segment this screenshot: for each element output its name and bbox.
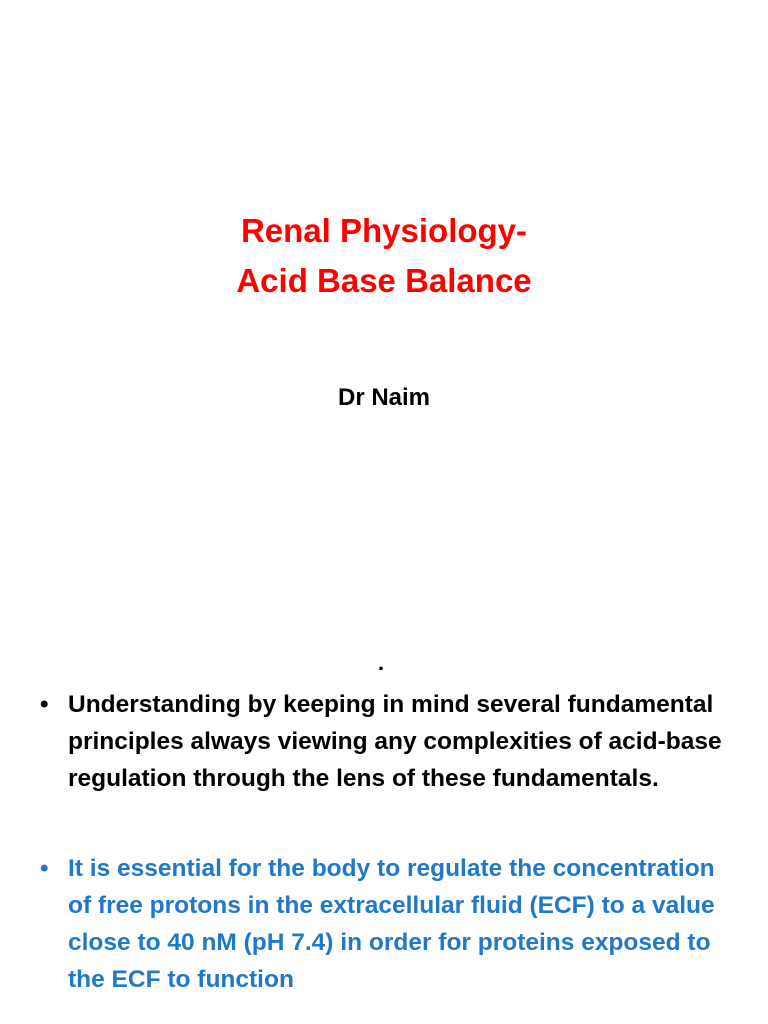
bullet-item — [40, 686, 740, 797]
bullet-item — [40, 850, 740, 998]
bullet-marker-icon: • — [40, 691, 49, 718]
author-name: Dr Naim — [337, 384, 431, 411]
bullet-text: It is essential for the body to regulate the concentration of free protons in the extracellular fluid (ECF) to a value close to 40 nM (pH 7.4) in order for proteins exposed to the ECF to function — [68, 855, 715, 993]
title-line-2: Acid Base Balance — [236, 262, 532, 299]
bullet-list — [40, 686, 740, 1024]
bullet-text: Understanding by keeping in mind several fundamental principles always viewing any complexities of acid-base regulation through the lens of these fundamentals. — [68, 691, 722, 792]
bullet-marker-icon: • — [40, 855, 49, 882]
slide-title — [0, 206, 768, 306]
separator-dot: . — [378, 650, 385, 675]
title-line-1: Renal Physiology- — [240, 212, 528, 249]
